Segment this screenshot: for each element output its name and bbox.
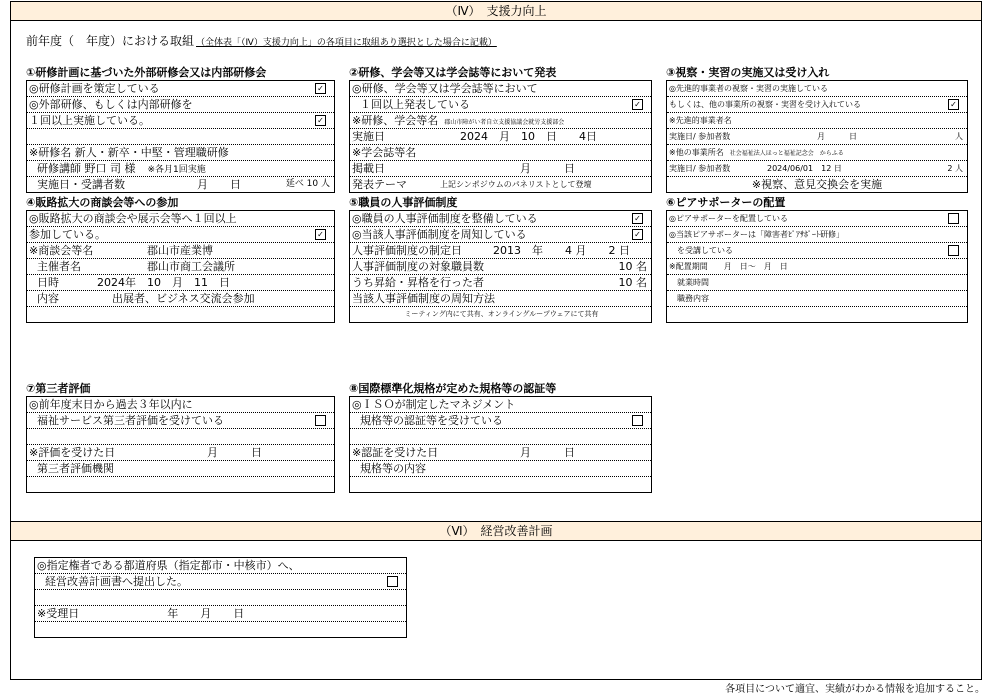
- block-title: ⑦第三者評価: [26, 382, 91, 395]
- checkbox[interactable]: ✓: [315, 83, 326, 94]
- row: 職務内容: [667, 291, 967, 307]
- row: を受講している: [667, 243, 967, 259]
- block-title: ④販路拡大の商談会等への参加: [26, 196, 179, 209]
- block-title: ⑧国際標準化規格が定めた規格等の認証等: [349, 382, 557, 395]
- row: [27, 307, 334, 322]
- footer-note: 各項目について適宜、実績がわかる情報を追加すること。: [725, 684, 985, 695]
- block-box: [26, 396, 335, 493]
- intro-text: 前年度（ 年度）における取組: [26, 34, 195, 48]
- row: ※受理日 年 月 日: [35, 606, 406, 622]
- block-box: [26, 210, 335, 323]
- row: [27, 129, 334, 145]
- row: ◎当該人事評価制度を周知している ✓: [350, 227, 651, 243]
- checkbox[interactable]: [632, 415, 643, 426]
- row: ※配置期間 月 日～ 月 日: [667, 259, 967, 275]
- row: ◎当該ピアサポーターは「障害者ﾋﾟｱｻﾎﾟｰﾄ研修」: [667, 227, 967, 243]
- checkbox[interactable]: [315, 415, 326, 426]
- row: ※他の事業所名 社会福祉法人ほっと福祉記念会 からふる: [667, 145, 967, 161]
- row: 主催者名 郡山市商工会議所: [27, 259, 334, 275]
- row: ※先進的事業者名: [667, 113, 967, 129]
- block-box: [34, 557, 407, 638]
- row: 発表テーマ 上記シンポジウムのパネリストとして登壇: [352, 178, 592, 191]
- row: ※評価を受けた日 月 日: [27, 445, 334, 461]
- row: 人事評価制度の制定日 2013 年 4 月 2 日: [350, 243, 651, 259]
- block-iso-certification: [349, 381, 652, 493]
- block-title: ⑥ピアサポーターの配置: [666, 196, 786, 209]
- row: ※研修名 新人・新卒・中堅・管理職研修: [27, 145, 334, 161]
- row: 規格等の内容: [350, 461, 651, 477]
- row: 経営改善計画書へ提出した。: [35, 574, 406, 590]
- block-presentation: [349, 65, 652, 193]
- row: 内容 出展者、ビジネス交流会参加: [27, 291, 334, 307]
- row: 当該人事評価制度の周知方法: [350, 291, 651, 307]
- row: ミーティング内にて共有、オンライングループウェアにて共有: [404, 310, 599, 318]
- row: [350, 477, 651, 492]
- row: ◎職員の人事評価制度を整備している ✓: [350, 211, 651, 227]
- block-title: ①研修計画に基づいた外部研修会又は内部研修会: [26, 66, 267, 79]
- row: ◎販路拡大の商談会や展示会等へ１回以上: [27, 211, 334, 227]
- checkbox[interactable]: ✓: [315, 229, 326, 240]
- block-box: [349, 396, 652, 493]
- checkbox[interactable]: [387, 576, 398, 587]
- block-box: [349, 210, 652, 323]
- block-personnel-evaluation: [349, 195, 652, 323]
- row: [35, 622, 406, 637]
- intro-line: [26, 32, 497, 49]
- block-title: ③視察・実習の実施又は受け入れ: [666, 66, 830, 79]
- block-box: [26, 80, 335, 193]
- row: 第三者評価機関: [27, 461, 334, 477]
- row: ◎研修、学会等又は学会誌等において: [350, 81, 651, 97]
- row: うち昇給・昇格を行った者 10 名: [350, 275, 651, 291]
- row: [27, 429, 334, 445]
- block-training-plan: [26, 65, 335, 193]
- block-improvement-plan: [34, 557, 407, 638]
- block-box: [349, 80, 652, 193]
- block-peer-supporter: [666, 195, 968, 323]
- row: 研修講師 野口 司 様 ※各月1回実施: [27, 161, 334, 177]
- row: ◎前年度末日から過去３年以内に: [27, 397, 334, 413]
- row: もしくは、他の事業所の視察・実習を受け入れている ✓: [667, 97, 967, 113]
- row: 実施日/ 参加者数 月 日 人: [667, 129, 967, 145]
- row: 掲載日 月 日: [350, 161, 651, 177]
- row: 日時 2024年 10 月 11 日: [27, 275, 334, 291]
- row: ◎指定権者である都道府県（指定都市・中核市）へ、: [35, 558, 406, 574]
- block-inspection: [666, 65, 968, 193]
- checkbox[interactable]: ✓: [315, 115, 326, 126]
- intro-note: （全体表「（Ⅳ）支援力向上」の各項目に取組あり選択とした場合に記載）: [196, 38, 497, 48]
- row: ◎先進的事業者の視察・実習の実施している: [667, 81, 967, 97]
- row: ※学会誌等名: [350, 145, 651, 161]
- row: ※商談会等名 郡山市産業博: [27, 243, 334, 259]
- row: ※研修、学会等名 郡山市障がい者自立支援協議会就労支援部会: [350, 113, 651, 129]
- checkbox[interactable]: [948, 245, 959, 256]
- row: ※視察、意見交換会を実施: [751, 178, 883, 191]
- checkbox[interactable]: ✓: [632, 99, 643, 110]
- row: 実施日・受講者数 月 日 延べ 10 人: [37, 178, 330, 191]
- row: １回以上実施している。 ✓: [27, 113, 334, 129]
- block-box: [666, 80, 968, 193]
- row: [350, 429, 651, 445]
- row: 人事評価制度の対象職員数 10 名: [350, 259, 651, 275]
- checkbox[interactable]: ✓: [948, 99, 959, 110]
- block-third-party-evaluation: [26, 381, 335, 493]
- row: ※認証を受けた日 月 日: [350, 445, 651, 461]
- row: ◎ＩＳＯが制定したマネジメント: [350, 397, 651, 413]
- row: 実施日/ 参加者数 2024/06/01 12 日 2 人: [667, 161, 967, 177]
- row: 実施日 2024 月 10 日 4日: [350, 129, 651, 145]
- block-box: [666, 210, 968, 323]
- checkbox[interactable]: ✓: [632, 213, 643, 224]
- row: 就業時間: [667, 275, 967, 291]
- section-header-support: （Ⅳ） 支援力向上: [11, 2, 981, 21]
- block-business-talks: [26, 195, 335, 323]
- row: [27, 477, 334, 492]
- row: [35, 590, 406, 606]
- row: １回以上発表している ✓: [350, 97, 651, 113]
- form-sheet: [10, 1, 982, 680]
- row: ◎外部研修、もしくは内部研修を: [27, 97, 334, 113]
- row: ◎研修計画を策定している ✓: [27, 81, 334, 97]
- section-header-management: （Ⅵ） 経営改善計画: [11, 521, 981, 541]
- row: [667, 307, 967, 322]
- row: 参加している。 ✓: [27, 227, 334, 243]
- checkbox[interactable]: ✓: [632, 229, 643, 240]
- row: 福祉サービス第三者評価を受けている: [27, 413, 334, 429]
- row: ◎ピアサポーターを配置している: [667, 211, 967, 227]
- block-title: ⑤職員の人事評価制度: [349, 196, 458, 209]
- block-title: ②研修、学会等又は学会誌等において発表: [349, 66, 557, 79]
- checkbox[interactable]: [948, 213, 959, 224]
- row: 規格等の認証等を受けている: [350, 413, 651, 429]
